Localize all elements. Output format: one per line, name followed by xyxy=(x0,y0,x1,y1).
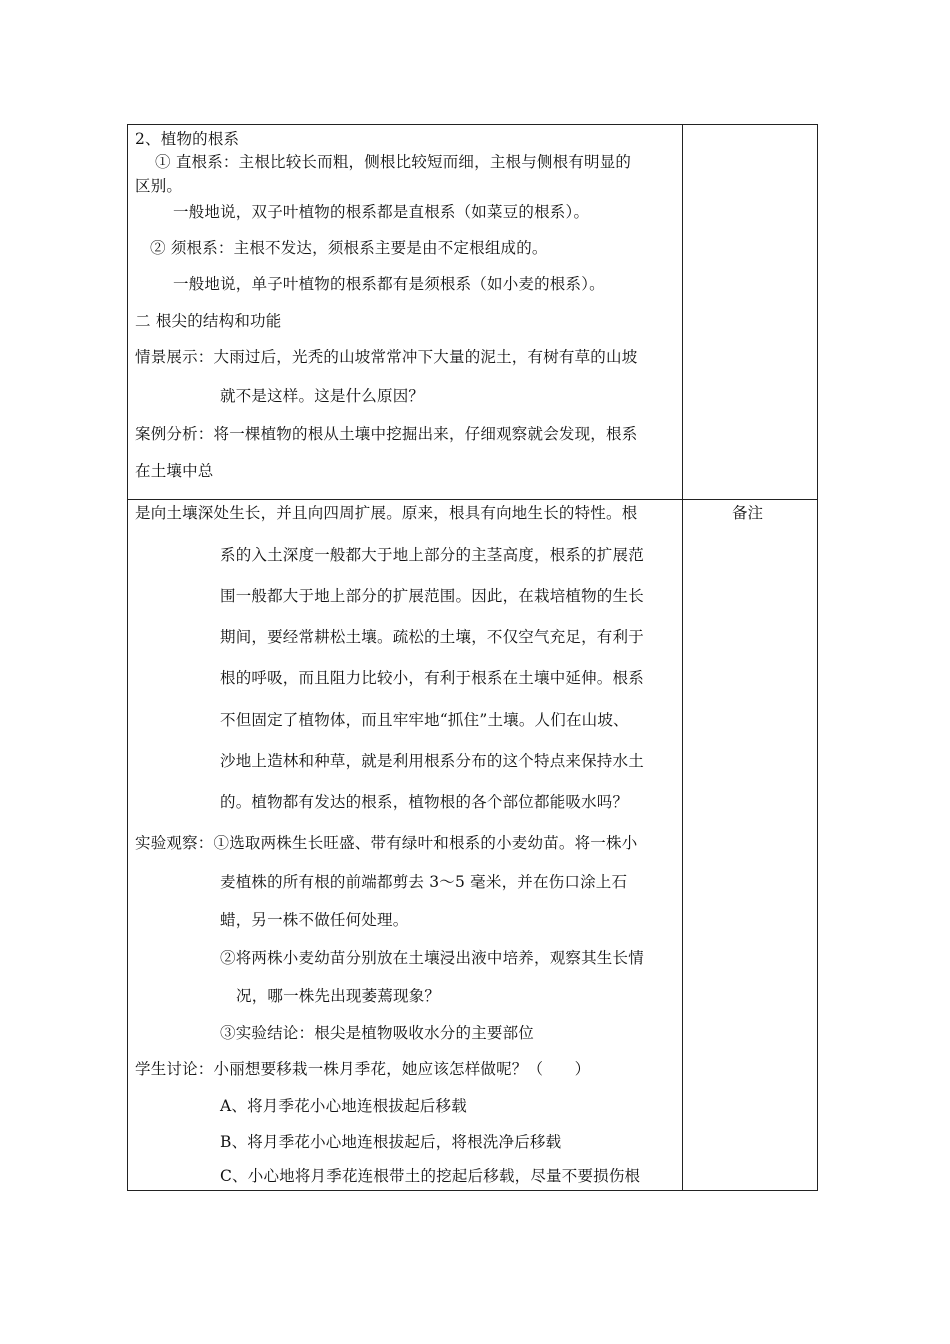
experiment-line2: 麦植株的所有根的前端都剪去 3～5 毫米，并在伤口涂上石 xyxy=(220,873,628,891)
experiment-line4: ②将两株小麦幼苗分别放在土壤浸出液中培养，观察其生长情 xyxy=(220,949,644,967)
case-line1: 案例分析：将一棵植物的根从土壤中挖掘出来，仔细观察就会发现，根系 xyxy=(135,425,638,443)
notes-cell-2 xyxy=(683,500,818,1191)
paragraph-line3: 围一般都大于地上部分的扩展范围。因此，在栽培植物的生长 xyxy=(220,587,644,605)
option-b: B、将月季花小心地连根拔起后，将根洗净后移载 xyxy=(220,1133,562,1151)
experiment-conclusion: ③实验结论：根尖是植物吸收水分的主要部位 xyxy=(220,1024,535,1042)
paragraph-line6: 不但固定了植物体，而且牢牢地“抓住”土壤。人们在山坡、 xyxy=(220,711,629,729)
direct-root-line2: 区别。 xyxy=(135,177,183,195)
option-c: C、小心地将月季花连根带土的挖起后移载，尽量不要损伤根 xyxy=(220,1167,641,1185)
discussion-question: 学生讨论：小丽想要移栽一株月季花，她应该怎样做呢？（ ） xyxy=(135,1060,591,1078)
scene-line1: 情景展示：大雨过后，光秃的山坡常常冲下大量的泥土，有树有草的山坡 xyxy=(135,348,638,366)
direct-root-note: 一般地说，双子叶植物的根系都是直根系（如菜豆的根系）。 xyxy=(173,203,590,221)
paragraph-line4: 期间，要经常耕松土壤。疏松的土壤，不仅空气充足，有利于 xyxy=(220,628,644,646)
fibrous-root-note: 一般地说，单子叶植物的根系都有是须根系（如小麦的根系）。 xyxy=(173,275,605,293)
paragraph-line8: 的。植物都有发达的根系，植物根的各个部位都能吸水吗？ xyxy=(220,793,629,811)
notes-label: 备注 xyxy=(732,504,764,522)
paragraph-line1: 是向土壤深处生长，并且向四周扩展。原来，根具有向地生长的特性。根 xyxy=(135,504,638,522)
direct-root-line1: ① 直根系：主根比较长而粗，侧根比较短而细，主根与侧根有明显的 xyxy=(155,153,632,171)
paragraph-line2: 系的入土深度一般都大于地上部分的主茎高度，根系的扩展范 xyxy=(220,546,644,564)
case-line2: 在土壤中总 xyxy=(135,462,214,480)
option-a: A、将月季花小心地连根拔起后移载 xyxy=(220,1097,467,1115)
experiment-line3: 蜡，另一株不做任何处理。 xyxy=(220,911,409,929)
notes-cell-1 xyxy=(683,125,818,500)
paragraph-line7: 沙地上造林和种草，就是利用根系分布的这个特点来保持水土 xyxy=(220,752,644,770)
experiment-line5: 况，哪一株先出现萎蔫现象？ xyxy=(236,987,441,1005)
section-heading: 2、植物的根系 xyxy=(135,130,240,148)
scene-line2: 就不是这样。这是什么原因？ xyxy=(220,387,425,405)
root-tip-heading: 二 根尖的结构和功能 xyxy=(135,312,282,330)
experiment-line1: 实验观察：①选取两株生长旺盛、带有绿叶和根系的小麦幼苗。将一株小 xyxy=(135,834,638,852)
paragraph-line5: 根的呼吸，而且阻力比较小，有利于根系在土壤中延伸。根系 xyxy=(220,669,644,687)
fibrous-root-line: ② 须根系：主根不发达，须根系主要是由不定根组成的。 xyxy=(150,239,548,257)
